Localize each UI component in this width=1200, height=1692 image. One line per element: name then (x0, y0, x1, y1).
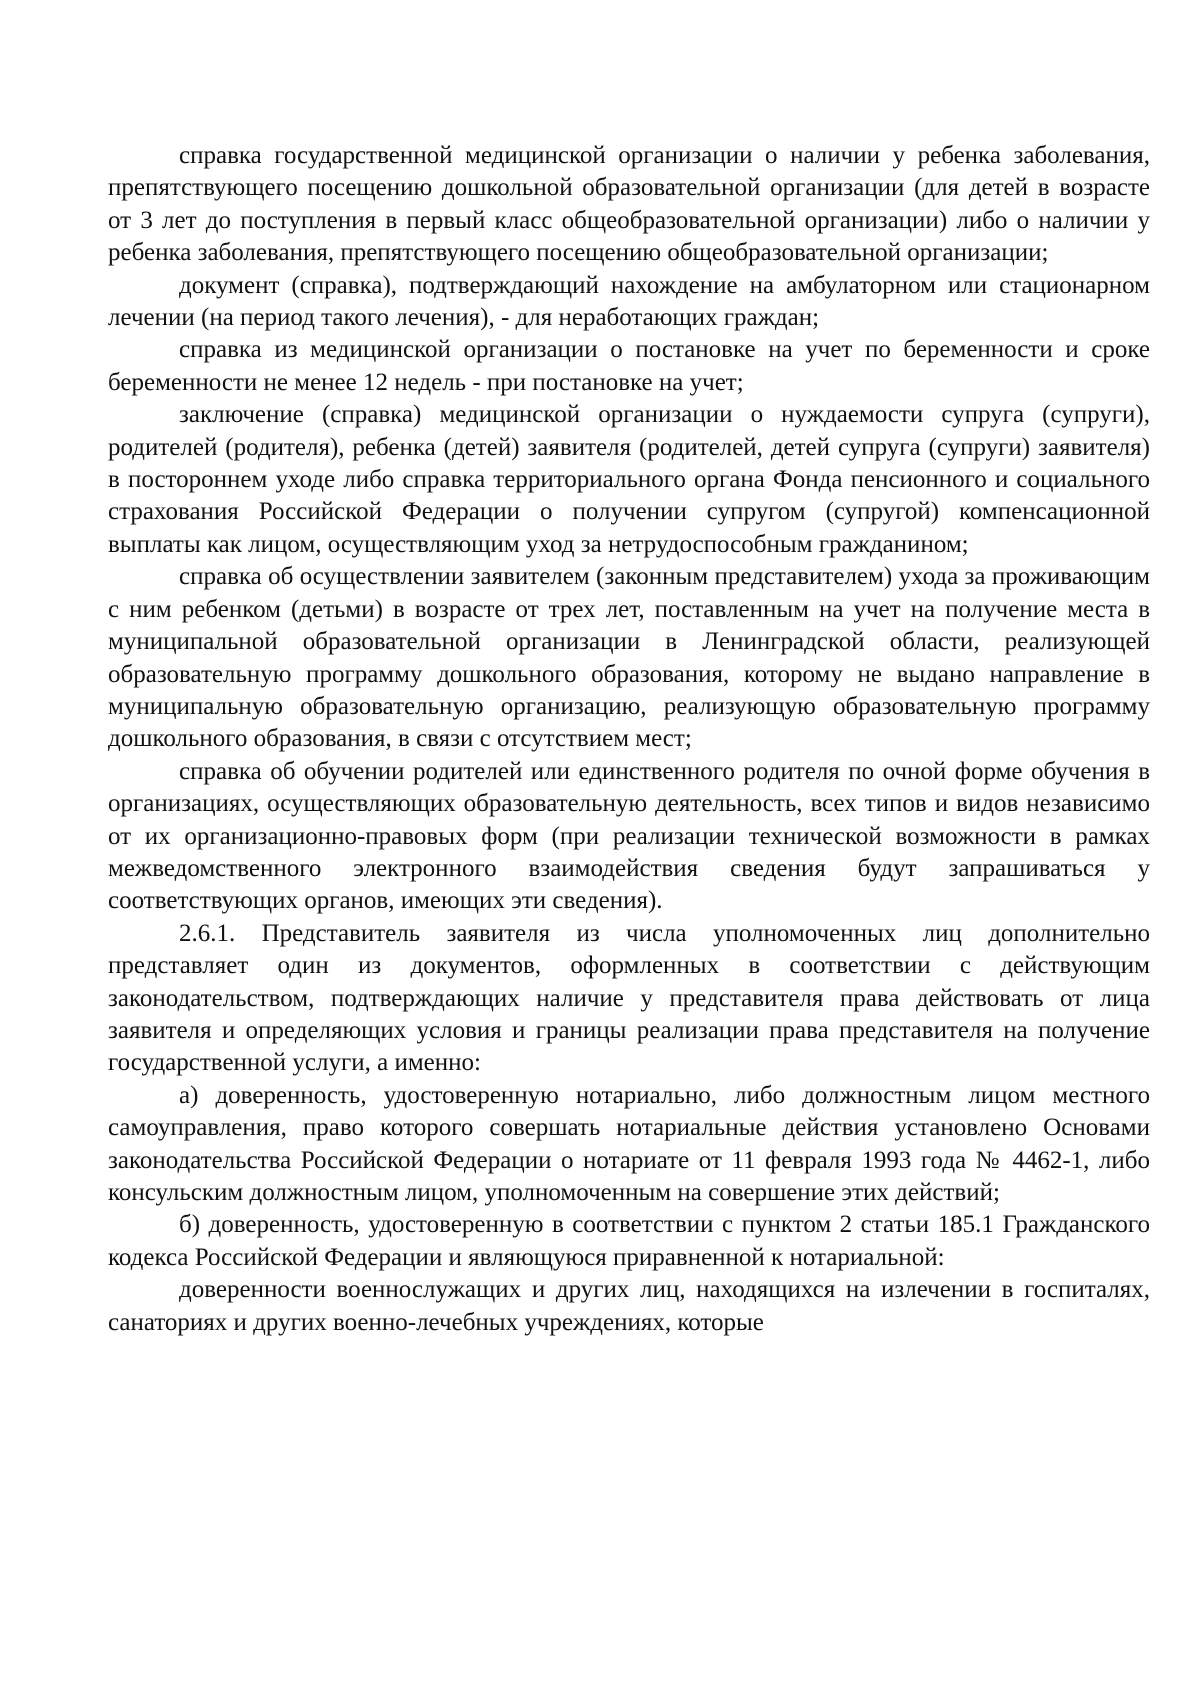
paragraph-treatment-document: документ (справка), подтверждающий нахождение на амбулаторном или стационарном лечении (на период такого лечения), - для неработающих граждан; (108, 271, 1150, 332)
paragraph-medical-certificate-illness: справка государственной медицинской организации о наличии у ребенка заболевания, препятствующего посещению дошкольной образовательной организации (для детей в возрасте от 3 лет до поступления в первый класс общеобразовательной организации) либо о наличии у ребенка заболевания, препятствующего посещению общеобразовательной организации; (108, 142, 1150, 267)
paragraph-section-2-6-1: 2.6.1. Представитель заявителя из числа уполномоченных лиц дополнительно представляет один из документов, оформленных в соответствии с действующим законодательством, подтверждающих наличие у представителя права действовать от лица заявителя и определяющих условия и границы реализации права представителя на получение государственной услуги, а именно: (108, 919, 1150, 1077)
paragraph-military-powers-of-attorney: доверенности военнослужащих и других лиц, находящихся на излечении в госпиталях, санаториях и других военно-лечебных учреждениях, которые (108, 1276, 1150, 1336)
paragraph-item-a-notarial-power-of-attorney: а) доверенность, удостоверенную нотариально, либо должностным лицом местного самоуправления, право которого совершать нотариальные действия установлено Основами законодательства Российской Федерации о нотариате от 11 февраля 1993 года № 4462-1, либо консульским должностным лицом, уполномоченным на совершение этих действий; (108, 1081, 1150, 1206)
paragraph-pregnancy-certificate: справка из медицинской организации о постановке на учет по беременности и сроке беременности не менее 12 недель - при постановке на учет; (108, 336, 1150, 396)
paragraph-study-certificate: справка об обучении родителей или единственного родителя по очной форме обучения в организациях, осуществляющих образовательную деятельность, всех типов и видов независимо от их организационно-правовых форм (при реализации технической возможности в рамках межведомственного электронного взаимодействия сведения будут запрашиваться у соответствующих органов, имеющих эти сведения). (108, 757, 1150, 915)
document-body (108, 140, 1150, 1339)
paragraph-childcare-certificate: справка об осуществлении заявителем (законным представителем) ухода за проживающим с ним ребенком (детьми) в возрасте от трех лет, поставленным на учет на получение места в муниципальной образовательной организации в Ленинградской области, реализующей образовательную программу дошкольного образования, которому не выдано направление в муниципальную образовательную организацию, реализующую образовательную программу дошкольного образования, в связи с отсутствием мест; (108, 563, 1150, 753)
paragraph-item-b-equivalent-power-of-attorney: б) доверенность, удостоверенную в соответствии с пунктом 2 статьи 185.1 Гражданского кодекса Российской Федерации и являющуюся приравненной к нотариальной: (108, 1211, 1150, 1271)
paragraph-care-need-conclusion: заключение (справка) медицинской организации о нуждаемости супруга (супруги), родителей (родителя), ребенка (детей) заявителя (родителей, детей супруга (супруги) заявителя) в постороннем уходе либо справка территориального органа Фонда пенсионного и социального страхования Российской Федерации о получении супругом (супругой) компенсационной выплаты как лицом, осуществляющим уход за нетрудоспособным гражданином; (108, 401, 1150, 558)
